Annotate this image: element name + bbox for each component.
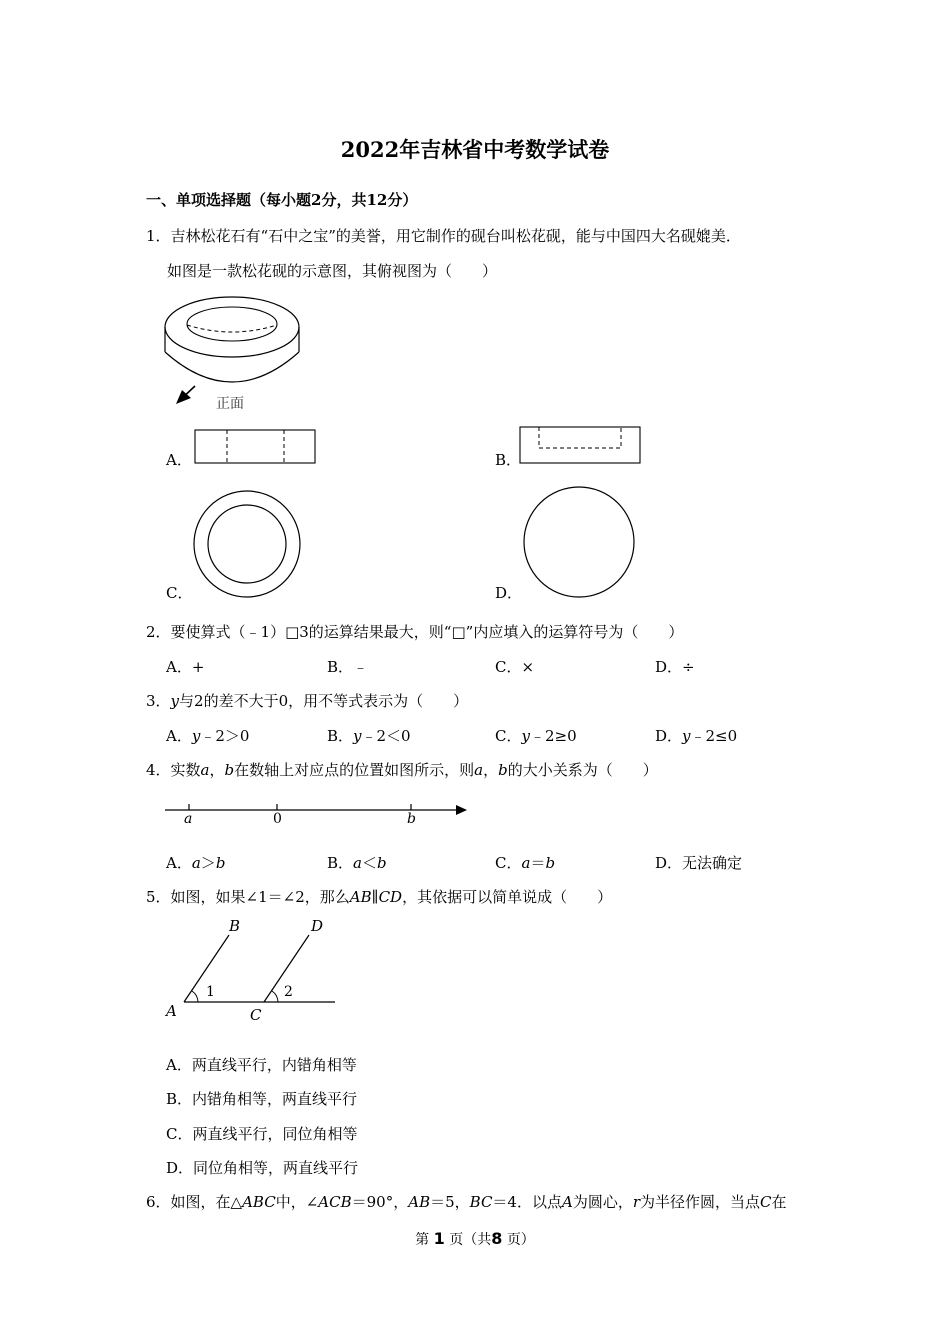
q1-option-a-figure <box>194 429 316 465</box>
q5-label-d: D <box>311 917 324 935</box>
q4-stem: 4．实数a，b在数轴上对应点的位置如图所示，则a，b的大小关系为（ ） <box>146 761 658 779</box>
q3-option-b: B．y﹣2＜0 <box>327 727 411 745</box>
q1-option-c-figure <box>192 489 302 599</box>
q1-front-label: 正面 <box>216 396 244 412</box>
q5-label-b: B <box>229 917 241 935</box>
q3-rest: 与2的差不大于0，用不等式表示为（ ） <box>179 692 469 710</box>
q1-option-d-figure <box>522 485 636 599</box>
section-heading: 一、单项选择题（每小题2分，共12分） <box>146 191 418 209</box>
q4-option-a: A．a＞b <box>166 854 226 872</box>
q4-option-c: C．a＝b <box>495 854 556 872</box>
q1-option-d-label: D． <box>495 584 523 602</box>
q5-label-a: A <box>166 1002 177 1020</box>
q2-option-a: A．+ <box>166 658 205 676</box>
q4-axis-label-a: a <box>184 811 193 827</box>
q3-option-a: A．y﹣2＞0 <box>166 727 250 745</box>
q2-option-b: B．﹣ <box>327 658 369 676</box>
page-title: 2022年吉林省中考数学试卷 <box>340 137 610 162</box>
q1-option-a-label: A． <box>166 451 192 469</box>
q5-label-c: C <box>250 1006 262 1024</box>
q4-option-d: D．无法确定 <box>655 854 743 872</box>
page-number: 1 <box>433 1229 445 1248</box>
q1-option-b-label: B． <box>495 451 522 469</box>
q4-axis-label-zero: 0 <box>273 811 282 827</box>
q2-option-c: C．× <box>495 658 535 676</box>
q5-option-a: A．两直线平行，内错角相等 <box>166 1056 357 1074</box>
q5-label-angle2: 2 <box>284 984 293 1000</box>
q5-option-d: D．同位角相等，两直线平行 <box>166 1159 359 1177</box>
q5-option-c: C．两直线平行，同位角相等 <box>166 1125 358 1143</box>
q3-stem <box>146 692 468 710</box>
q1-stem-line1: 1．吉林松花石有“石中之宝”的美誉，用它制作的砚台叫松花砚，能与中国四大名砚媲美． <box>146 227 741 245</box>
q1-option-c-label: C． <box>166 584 193 602</box>
total-pages: 8 <box>491 1229 503 1248</box>
q5-label-angle1: 1 <box>206 984 215 1000</box>
q3-number: 3． <box>146 692 171 710</box>
q1-option-b-figure <box>519 426 641 466</box>
q3-option-d: D．y﹣2≤0 <box>655 727 738 745</box>
q6-stem: 6．如图，在△ABC中，∠ACB＝90°，AB＝5，BC＝4．以点A为圆心，r为半径作圆，当点C在 <box>146 1193 787 1211</box>
q4-option-b: B．a＜b <box>327 854 387 872</box>
q2-option-d: D．÷ <box>655 658 695 676</box>
q5-stem: 5．如图，如果∠1＝∠2，那么AB∥CD，其依据可以简单说成（ ） <box>146 888 613 906</box>
q3-option-c: C．y﹣2≥0 <box>495 727 577 745</box>
q3-var: y <box>170 692 180 710</box>
q4-axis-label-b: b <box>407 811 416 827</box>
q5-option-b: B．内错角相等，两直线平行 <box>166 1090 358 1108</box>
page-footer: 第 1 页（共8 页） <box>415 1229 535 1248</box>
q4-number-line <box>164 798 474 838</box>
q1-stem-line2: 如图是一款松花砚的示意图，其俯视图为（ ） <box>167 262 498 280</box>
q2-stem: 2．要使算式（﹣1）□3的运算结果最大，则“□”内应填入的运算符号为（ ） <box>146 623 684 641</box>
